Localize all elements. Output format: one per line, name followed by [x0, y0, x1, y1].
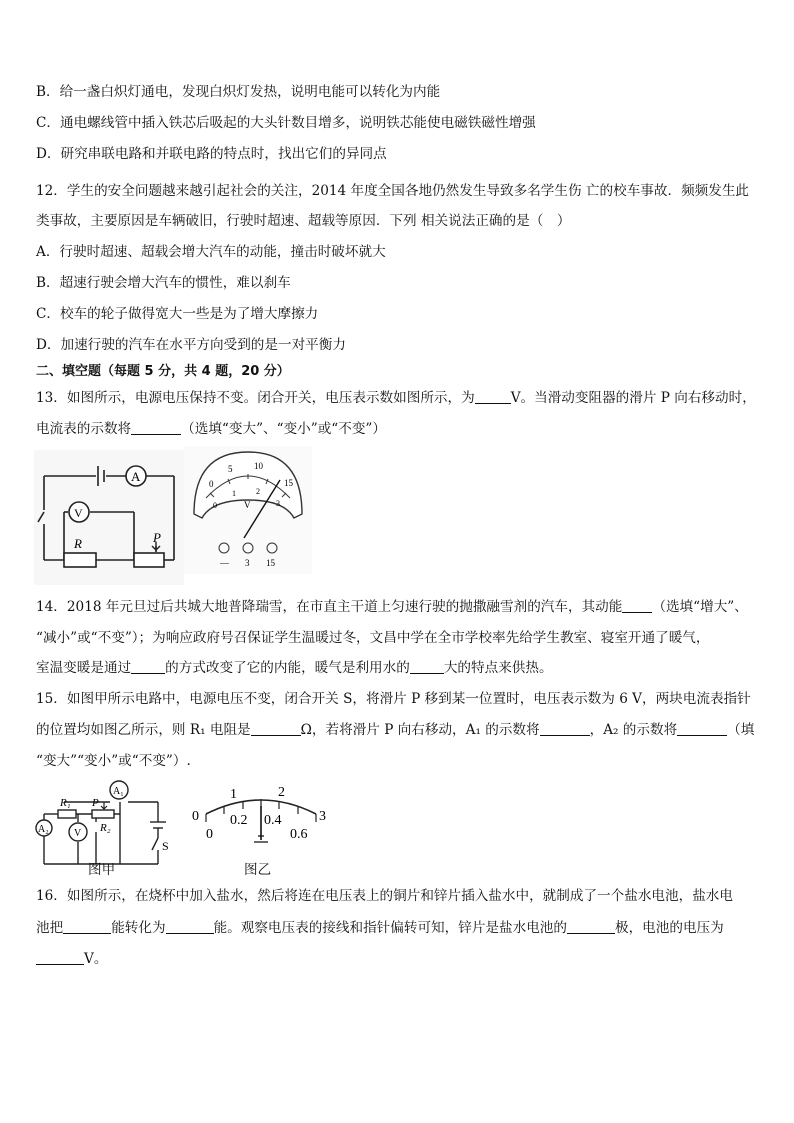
q13-ammeter-label: A — [131, 469, 141, 484]
q15-line1: 15．如图甲所示电路中，电源电压不变，闭合开关 S，将滑片 P 移到某一位置时，电压表示数为 6 V，两块电流表指针 — [36, 691, 751, 707]
rheostat-symbol — [134, 553, 164, 567]
section-title-fill-in: 二、填空题（每题 5 分，共 4 题，20 分） — [36, 364, 290, 379]
q11-option-c: C．通电螺线管中插入铁芯后吸起的大头针数目增多，说明铁芯能使电磁铁磁性增强 — [36, 115, 536, 131]
q16-text-a: 池把 — [36, 920, 64, 936]
q16-blank-pole — [567, 919, 615, 934]
q14-text-b: （选填“增大”、 — [652, 599, 748, 615]
q13-text-b: V。当滑动变阻器的滑片 P 向右移动时， — [510, 390, 756, 406]
q14-blank-property — [410, 659, 444, 674]
q15-dial-top-tick-1: 1 — [230, 787, 237, 802]
q13-slider-label: P — [153, 530, 161, 545]
q13-terminal-neg: — — [220, 558, 229, 568]
q15-dial-bottom-tick-02: 0.2 — [230, 813, 248, 828]
q13-dial-top-tick-10: 10 — [254, 461, 263, 471]
q12-option-b: B．超速行驶会增大汽车的惯性，难以刹车 — [36, 275, 291, 291]
q13-dial-unit: V — [244, 500, 251, 510]
q13-dial-top-tick-5: 5 — [228, 464, 233, 474]
q13-dial-bottom-tick-1: 1 — [232, 489, 236, 498]
q15-ammeter-dial — [186, 776, 336, 860]
q12-option-a: A．行驶时超速、超载会增大汽车的动能，撞击时破坏就大 — [36, 244, 386, 260]
q15-text-c: ，A₂ 的示数将 — [589, 722, 678, 738]
q13-line2 — [36, 419, 386, 439]
q16-text-c: 能。观察电压表的接线和指针偏转可知，锌片是盐水电池的 — [213, 920, 567, 936]
fixed-resistor-symbol — [64, 553, 96, 567]
q15-dial-top-tick-2: 2 — [278, 785, 285, 800]
q15-r1-label: R₁ — [60, 797, 71, 809]
q15-r2-label: R₂ — [100, 822, 111, 834]
q13-dial-top-tick-0: 0 — [209, 479, 214, 489]
q16-line3 — [36, 949, 107, 969]
q16-blank-energy-1 — [63, 919, 111, 934]
q13-text-c: 电流表的示数将 — [36, 421, 132, 437]
q14-blank-kinetic — [622, 598, 652, 613]
q16-text-d: 极，电池的电压为 — [615, 920, 724, 936]
q13-voltmeter-label: V — [74, 506, 83, 520]
slider-arrow-icon — [101, 802, 107, 809]
q13-blank-voltage — [475, 389, 511, 404]
q15-dial-top-tick-3: 3 — [319, 809, 326, 824]
q15-dial-bottom-tick-0: 0 — [206, 827, 213, 842]
q15-v-label: V — [74, 828, 82, 839]
q16-blank-energy-2 — [166, 919, 214, 934]
q16-line2 — [36, 918, 724, 938]
q13-blank-current — [131, 420, 181, 435]
q16-text-e: V。 — [84, 951, 108, 967]
q15-figure-a-caption: 图甲 — [88, 862, 116, 878]
q14-line2: “减小”或“不变”）；为响应政府号召保证学生温暖过冬，文昌中学在全市学校率先给学生教室、寝室开通了暖气， — [36, 630, 710, 646]
q15-dial-top-tick-0: 0 — [192, 809, 199, 824]
q11-option-d: D．研究串联电路和并联电路的特点时，找出它们的异同点 — [36, 146, 387, 162]
q13-line1 — [36, 388, 756, 408]
q16-text-b: 能转化为 — [111, 920, 166, 936]
q16-blank-voltage — [36, 950, 84, 965]
q15-text-d: （填 — [727, 722, 755, 738]
q15-s-label: S — [162, 839, 169, 853]
q15-line3: “变大”“变小”或“不变”）. — [36, 753, 191, 769]
q15-blank-r1 — [251, 721, 301, 736]
q13-resistor-label: R — [74, 536, 82, 551]
q11-option-b: B．给一盏白炽灯通电，发现白炽灯发热，说明电能可以转化为内能 — [36, 84, 441, 100]
q16-line1: 16．如图所示，在烧杯中加入盐水，然后将连在电压表上的铜片和锌片插入盐水中，就制成了一个盐水电池，盐水电 — [36, 888, 733, 904]
q15-text-a: 的位置均如图乙所示，则 R₁ 电阻是 — [36, 722, 251, 738]
q14-text-d: 的方式改变了它的内能，暖气是利用水的 — [165, 660, 410, 676]
q12-stem-line2: 类事故，主要原因是车辆破旧，行驶时超速、超载等原因．下列 相关说法正确的是（ ） — [36, 213, 571, 229]
q13-dial-bottom-tick-0: 0 — [213, 501, 217, 510]
q13-dial-bottom-tick-2: 2 — [256, 487, 260, 496]
q13-terminal-3: 3 — [245, 558, 250, 568]
q12-option-c: C．校车的轮子做得宽大一些是为了增大摩擦力 — [36, 306, 319, 322]
q13-dial-bottom-tick-3: 3 — [276, 499, 280, 508]
q15-dial-bottom-tick-04: 0.4 — [264, 813, 282, 828]
q13-voltmeter-dial — [184, 446, 312, 574]
q14-blank-method — [131, 659, 165, 674]
q15-a2-label: A₂ — [38, 824, 49, 835]
q15-p-label: P — [92, 797, 99, 809]
q14-line3 — [36, 658, 553, 678]
q14-text-c: 室温变暖是通过 — [36, 660, 132, 676]
q13-text-a: 13．如图所示，电源电压保持不变。闭合开关，电压表示数如图所示，为 — [36, 390, 475, 406]
r2-symbol — [92, 810, 114, 818]
q15-line2 — [36, 720, 754, 740]
q13-terminal-15: 15 — [266, 558, 275, 568]
q13-circuit-diagram — [34, 450, 184, 585]
q13-dial-top-tick-15: 15 — [284, 478, 293, 488]
q15-figure-b-caption: 图乙 — [244, 862, 272, 878]
q15-blank-a2 — [677, 721, 727, 736]
q15-blank-a1 — [540, 721, 590, 736]
q13-text-d: （选填“变大”、“变小”或“不变”） — [181, 421, 386, 437]
q15-dial-bottom-tick-06: 0.6 — [290, 827, 308, 842]
q14-text-e: 大的特点来供热。 — [443, 660, 553, 676]
q12-stem-line1: 12．学生的安全问题越来越引起社会的关注，2014 年度全国各地仍然发生导致多名学生伤 亡的校车事故．频频发生此 — [36, 183, 750, 199]
q12-option-d: D．加速行驶的汽车在水平方向受到的是一对平衡力 — [36, 337, 346, 353]
q14-text-a: 14．2018 年元旦过后共城大地普降瑞雪，在市直主干道上匀速行驶的抛撒融雪剂的汽车，其动能 — [36, 599, 623, 615]
q15-text-b: Ω，若将滑片 P 向右移动，A₁ 的示数将 — [300, 722, 540, 738]
q15-a1-label: A₁ — [113, 786, 124, 797]
q14-line1 — [36, 597, 748, 617]
r1-symbol — [58, 810, 76, 818]
